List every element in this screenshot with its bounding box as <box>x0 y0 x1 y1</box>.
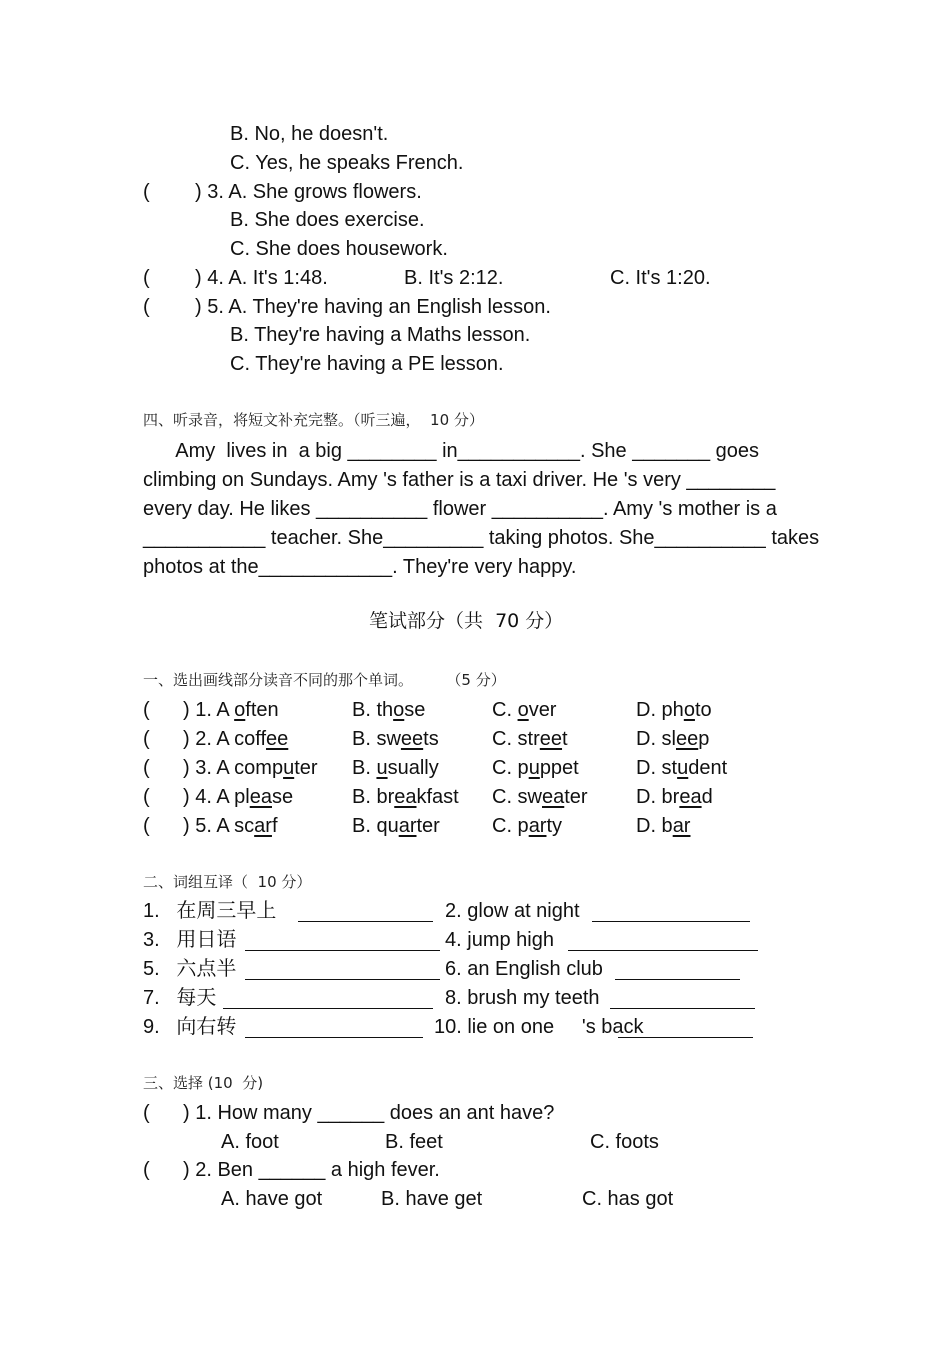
written-part-title: 笔试部分（共 70 分） <box>369 610 564 632</box>
q2-option-c: C. Yes, he speaks French. <box>230 152 464 174</box>
phonics-option-a: ) 4. A please <box>183 786 294 808</box>
phonics-option-a: ) 3. A computer <box>183 757 318 779</box>
phonics-option-a: ) 1. A often <box>183 699 279 721</box>
phonics-option-b: B. sweets <box>352 728 439 750</box>
phonics-option-b: B. breakfast <box>352 786 459 808</box>
part2-title: 二、词组互译（ 10 分） <box>143 873 312 891</box>
phrase-text: brush my teeth <box>467 987 600 1009</box>
phrase-item <box>445 986 600 1010</box>
answer-paren[interactable]: ( <box>143 815 150 837</box>
answer-paren[interactable]: ( <box>143 1159 150 1181</box>
q4-option-c: C. It's 1:20. <box>610 267 711 289</box>
answer-blank[interactable] <box>245 961 440 980</box>
answer-paren[interactable]: ( <box>143 181 150 203</box>
mc-q1-stem: ) 1. How many ______ does an ant have? <box>183 1102 555 1124</box>
phonics-option-c: C. street <box>492 728 568 750</box>
phonics-option-c: C. over <box>492 699 557 721</box>
phrase-text: an English club <box>467 958 603 980</box>
phrase-number: 5. <box>143 958 177 980</box>
phonics-option-d: D. student <box>636 757 728 779</box>
answer-blank[interactable] <box>615 961 740 980</box>
part1-title: 一、选出画线部分读音不同的那个单词。 （5 分） <box>143 671 506 689</box>
phonics-option-c: C. sweater <box>492 786 588 808</box>
passage-line: Amy lives in a big ________ in___________. She _______ goes <box>143 440 760 462</box>
phonics-option-c: C. party <box>492 815 563 837</box>
answer-paren[interactable]: ( <box>143 296 150 318</box>
phrase-item <box>434 1015 644 1039</box>
phonics-option-b: B. quarter <box>352 815 440 837</box>
phonics-option-b: B. those <box>352 699 426 721</box>
phrase-number: 8. <box>445 987 468 1009</box>
phrase-item <box>143 1015 236 1039</box>
phonics-option-a: ) 2. A coffee <box>183 728 289 750</box>
passage-line: climbing on Sundays. Amy 's father is a taxi driver. He 's very ________ <box>143 469 776 491</box>
phonics-option-d: D. photo <box>636 699 712 721</box>
q2-option-b: B. No, he doesn't. <box>230 123 389 145</box>
answer-blank[interactable] <box>618 1019 753 1038</box>
phrase-item <box>445 957 603 981</box>
answer-paren[interactable]: ( <box>143 1102 150 1124</box>
phrase-item <box>143 899 276 923</box>
q3-option-a: ) 3. A. She grows flowers. <box>195 181 422 203</box>
mc-q1-option-b: B. feet <box>385 1131 443 1153</box>
phrase-text: glow at night <box>467 900 580 922</box>
answer-blank[interactable] <box>245 932 440 951</box>
answer-blank[interactable] <box>298 903 433 922</box>
phrase-number: 1. <box>143 900 177 922</box>
mc-q2-stem: ) 2. Ben ______ a high fever. <box>183 1159 440 1181</box>
part3-title: 三、选择 (10 分) <box>143 1074 264 1092</box>
phrase-text: jump high <box>467 929 554 951</box>
q3-option-c: C. She does housework. <box>230 238 448 260</box>
passage-line: photos at the____________. They're very happy. <box>143 556 577 578</box>
phrase-number: 6. <box>445 958 468 980</box>
mc-q2-option-b: B. have get <box>381 1188 483 1210</box>
answer-blank[interactable] <box>223 990 433 1009</box>
phrase-number: 10. <box>434 1016 468 1038</box>
phrase-item <box>143 928 236 952</box>
phrase-item <box>143 986 216 1010</box>
phrase-text: 每天 <box>176 987 217 1009</box>
phonics-option-d: D. sleep <box>636 728 710 750</box>
phrase-number: 3. <box>143 929 177 951</box>
answer-paren[interactable]: ( <box>143 786 150 808</box>
answer-paren[interactable]: ( <box>143 757 150 779</box>
answer-blank[interactable] <box>245 1019 423 1038</box>
phonics-option-c: C. puppet <box>492 757 579 779</box>
answer-paren[interactable]: ( <box>143 699 150 721</box>
answer-paren[interactable]: ( <box>143 267 150 289</box>
section4-title: 四、听录音，将短文补充完整。（听三遍， 10 分） <box>143 411 484 429</box>
phrase-number: 2. <box>445 900 468 922</box>
answer-blank[interactable] <box>568 932 758 951</box>
q5-option-b: B. They're having a Maths lesson. <box>230 324 531 346</box>
mc-q1-option-a: A. foot <box>221 1131 279 1153</box>
phrase-number: 4. <box>445 929 468 951</box>
mc-q1-option-c: C. foots <box>590 1131 659 1153</box>
phrase-text: 用日语 <box>176 929 237 951</box>
phrase-number: 7. <box>143 987 177 1009</box>
phrase-text: 在周三早上 <box>176 900 277 922</box>
q4-option-a: ) 4. A. It's 1:48. <box>195 267 328 289</box>
phrase-number: 9. <box>143 1016 177 1038</box>
answer-blank[interactable] <box>592 903 750 922</box>
answer-paren[interactable]: ( <box>143 728 150 750</box>
phonics-option-d: D. bar <box>636 815 691 837</box>
phonics-option-a: ) 5. A scarf <box>183 815 278 837</box>
phrase-item <box>445 928 554 952</box>
phrase-text: lie on one 's back <box>467 1016 644 1038</box>
phonics-option-d: D. bread <box>636 786 713 808</box>
phrase-text: 六点半 <box>176 958 237 980</box>
q5-option-a: ) 5. A. They're having an English lesson. <box>195 296 551 318</box>
phrase-item <box>143 957 236 981</box>
q5-option-c: C. They're having a PE lesson. <box>230 353 504 375</box>
answer-blank[interactable] <box>610 990 755 1009</box>
phrase-text: 向右转 <box>176 1016 237 1038</box>
mc-q2-option-c: C. has got <box>582 1188 674 1210</box>
phrase-item <box>445 899 580 923</box>
q3-option-b: B. She does exercise. <box>230 209 425 231</box>
mc-q2-option-a: A. have got <box>221 1188 323 1210</box>
q4-option-b: B. It's 2:12. <box>404 267 504 289</box>
passage-line: ___________ teacher. She_________ taking photos. She__________ takes <box>143 527 820 549</box>
passage-line: every day. He likes __________ flower __________. Amy 's mother is a <box>143 498 777 520</box>
phonics-option-b: B. usually <box>352 757 439 779</box>
